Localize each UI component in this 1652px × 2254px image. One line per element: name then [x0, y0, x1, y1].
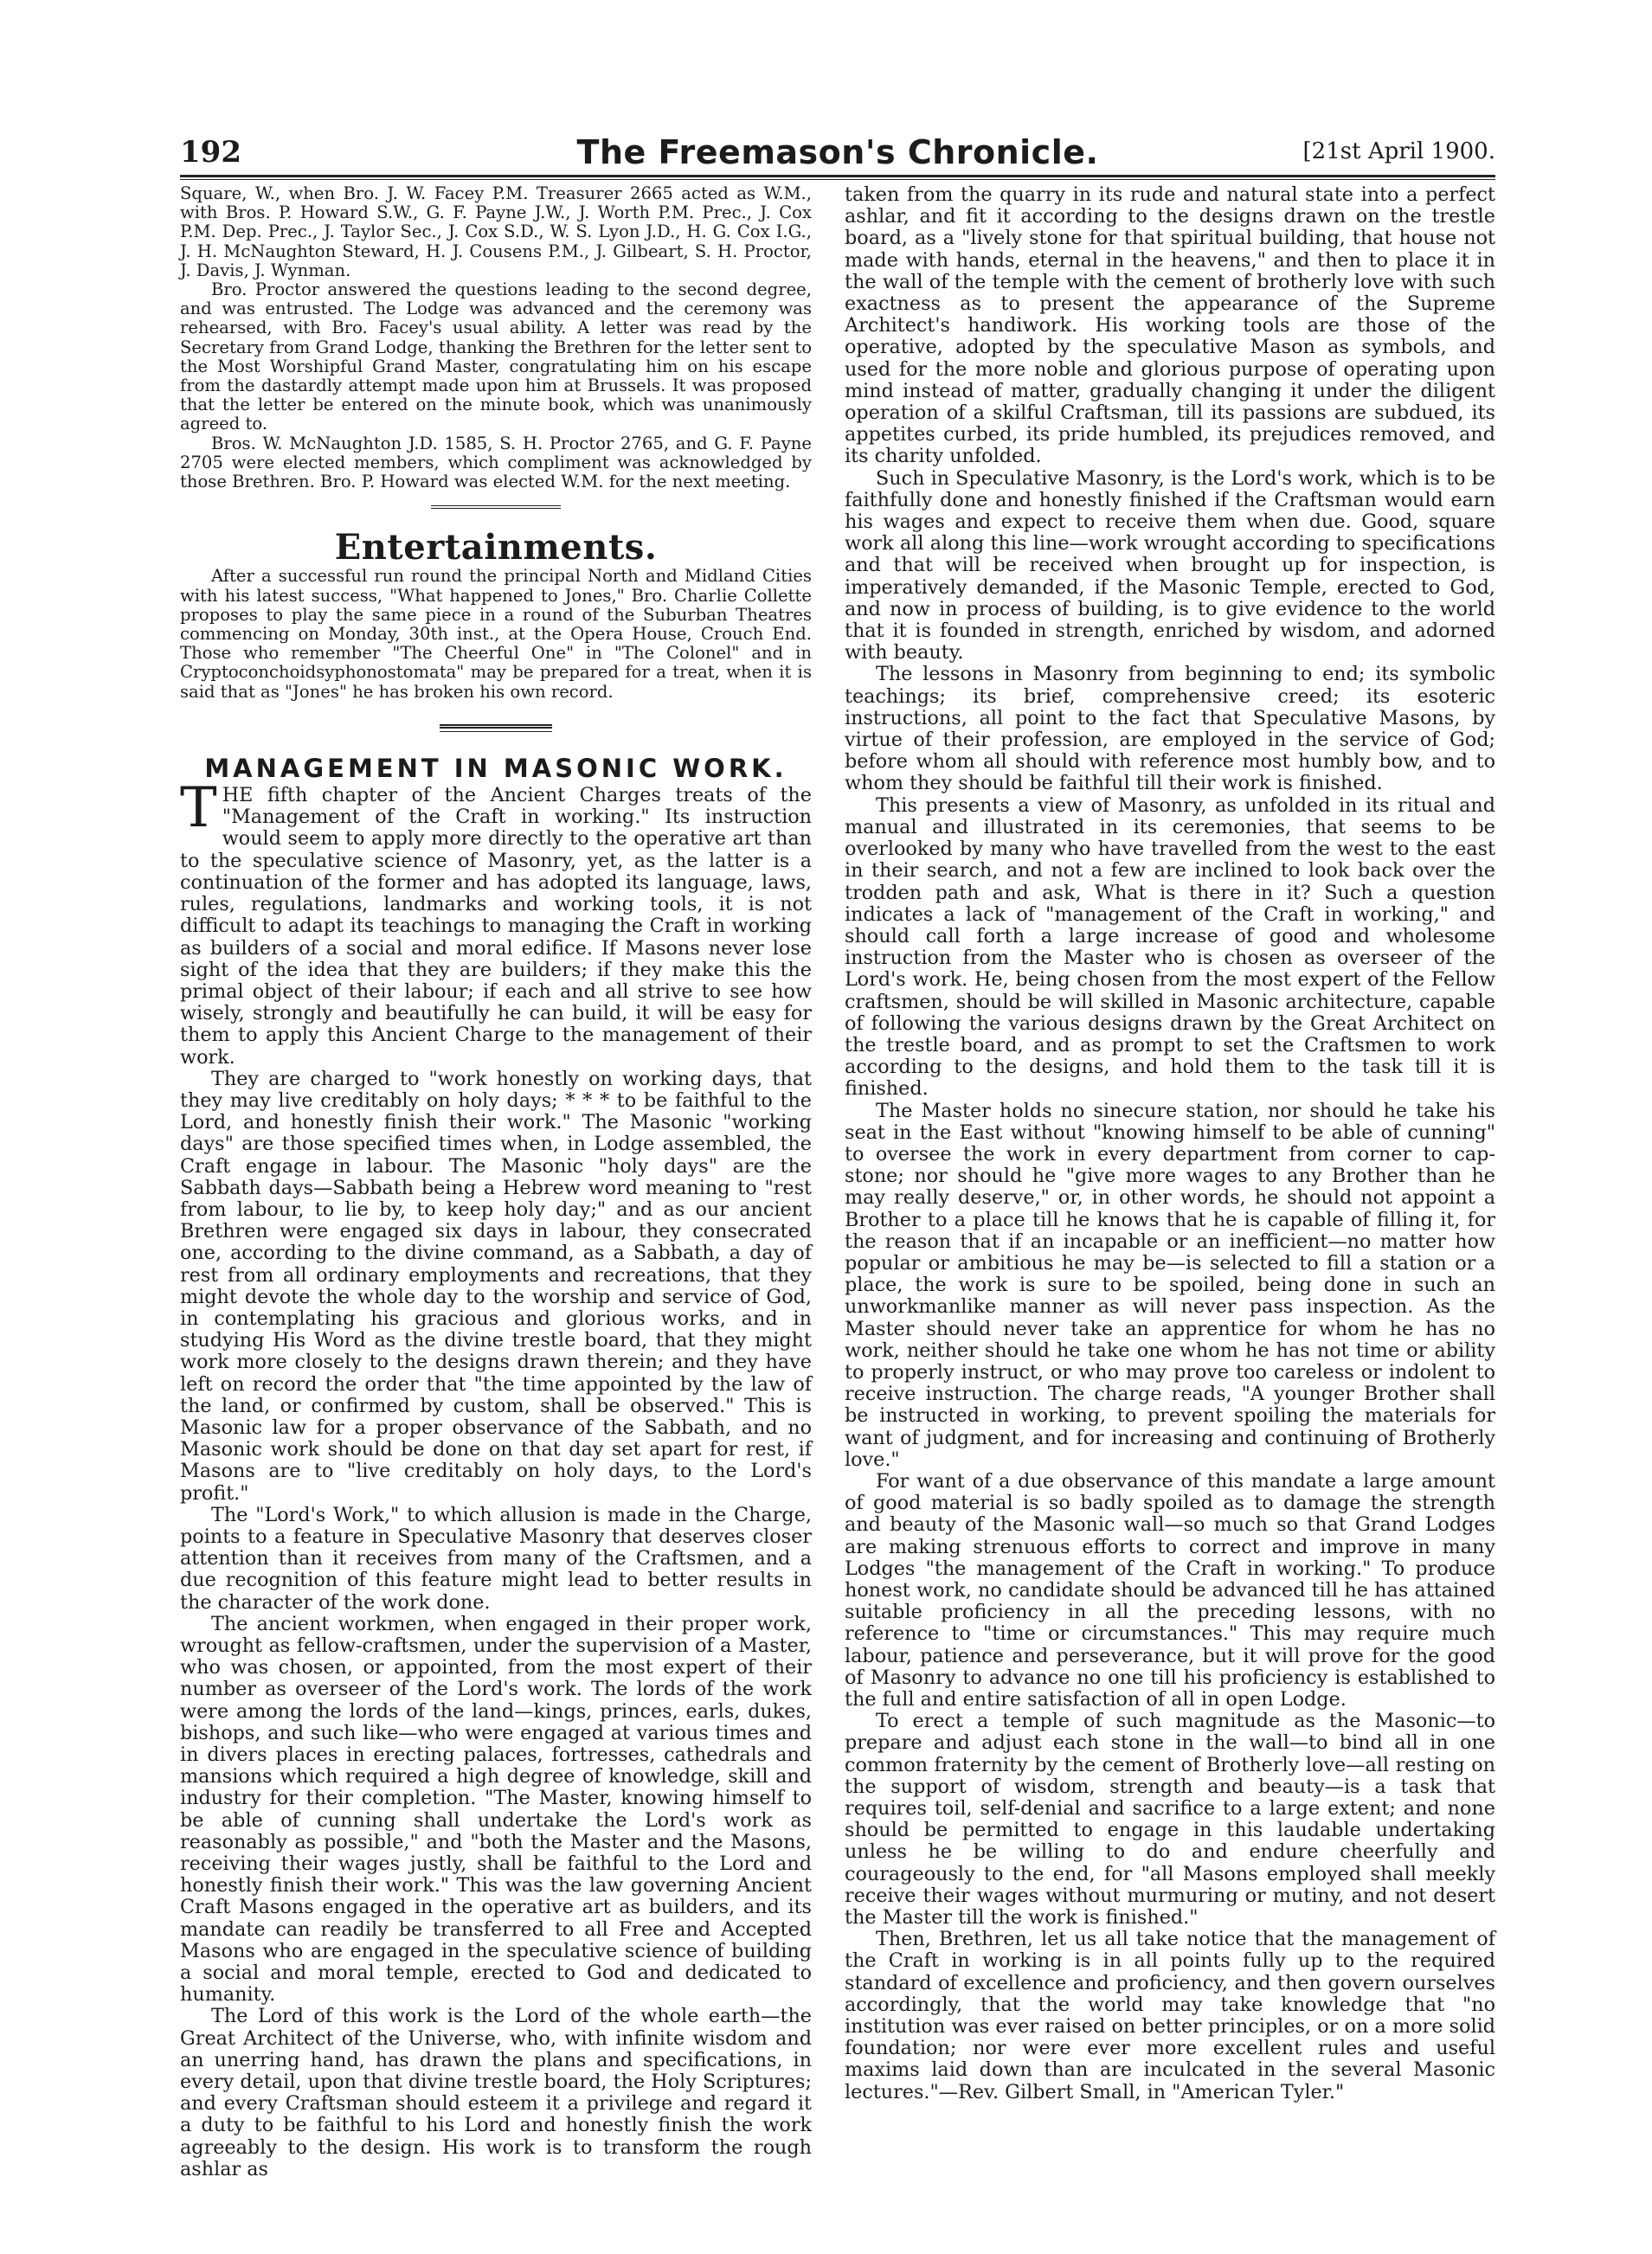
- report-paragraph: Bros. W. McNaughton J.D. 1585, S. H. Proctor 2765, and G. F. Payne 2705 were elected members, which compliment was acknowledged by those Brethren. Bro. P. Howard was elected W.M. for the next meeting.: [180, 433, 812, 492]
- masthead-title: The Freemason's Chronicle.: [576, 133, 1099, 171]
- entertainments-heading: Entertainments.: [334, 527, 658, 568]
- right-column: [845, 184, 1495, 2103]
- article-paragraph: This presents a view of Masonry, as unfolded in its ritual and manual and illustrated in its ceremonies, that seems to be overlooked by many who have travelled from the west to the east in their search, and not a few are inclined to look back over the trodden path and ask, What is there in it? Such a question indicates a lack of "management of the Craft in working," and should call forth a large increase of good and wholesome instruction from the Master who is chosen as overseer of the Lord's work. He, being chosen from the most expert of the Fellow craftsmen, should be will skilled in Masonic architecture, capable of following the various designs drawn by the Great Architect on the trestle board, and as prompt to set the Craftsmen to work according to the designs, and hold them to the task till it is finished.: [845, 793, 1495, 1101]
- article-paragraph: The ancient workmen, when engaged in their proper work, wrought as fellow-craftsmen, under the supervision of a Master, who was chosen, or appointed, from the most expert of their number as overseer of the Lord's work. The lords of the work were among the lords of the land—kings, princes, earls, dukes, bishops, and such like—who were engaged at various times and in divers places in erecting palaces, fortresses, cathedrals and mansions which required a high degree of knowledge, skill and industry for their completion. "The Master, knowing himself to be able of cunning shall undertake the Lord's work as reasonably as possible," and "both the Master and the Masons, receiving their wages justly, shall be faithful to the Lord and honestly finish their work." This was the law governing Ancient Craft Masons engaged in the operative art as builders, and its mandate can readily be transferred to all Free and Accepted Masons who are engaged in the speculative science of building a social and moral temple, erected to God and dedicated to humanity.: [180, 1612, 812, 2007]
- article-first-paragraph: [180, 776, 812, 1069]
- page-number: 192: [180, 135, 241, 170]
- article-first-text: HE fifth chapter of the Ancient Charges treats of the "Management of the Craft in working." Its instruction would seem to apply more directly to the operative art than to the speculative science of Masonry, yet, as the latter is a continuation of the former and has adopted its language, laws, rules, regulations, landmarks and working tools, it is not difficult to adapt its teachings to managing the Craft in working as builders of a social and moral edifice. If Masons never lose sight of the idea that they are builders; if they make this the primal object of their labour; if each and all strive to see how wisely, strongly and beautifully he can build, it will be easy for them to apply this Ancient Charge to the management of their work.: [180, 784, 812, 1069]
- article-paragraph: taken from the quarry in its rude and natural state into a perfect ashlar, and fit it according to the designs drawn on the trestle board, as a "lively stone for that spiritual building, that house not made with hands, eternal in the heavens," and then to place it in the wall of the temple with the cement of brotherly love with such exactness as to present the appearance of the Supreme Architect's handiwork. His working tools are those of the operative, adopted by the speculative Mason as symbols, and used for the more noble and glorious purpose of operating upon mind instead of matter, gradually changing it under the diligent operation of a skilful Craftsman, till its passions are subdued, its appetites curbed, its pride humbled, its prejudices removed, and its charity unfolded.: [845, 183, 1495, 468]
- article-paragraph: The "Lord's Work," to which allusion is made in the Charge, points to a feature in Speculative Masonry that deserves closer attention than it receives from many of the Craftsmen, and a due recognition of this feature might lead to better results in the character of the work done.: [180, 1503, 812, 1614]
- drop-cap: T: [180, 776, 217, 841]
- page-header: [180, 130, 1495, 173]
- section-divider: [431, 505, 561, 509]
- issue-date: [21st April 1900.: [1302, 138, 1495, 164]
- section-divider: [440, 724, 552, 732]
- entertainments-text: After a successful run round the principal North and Midland Cities with his latest success, "What happened to Jones," Bro. Charlie Collette proposes to play the same piece in a round of the Suburban Theatres commencing on Monday, 30th inst., at the Opera House, Crouch End. Those who remember "The Cheerful One" in "The Colonel" and in Cryptoconchoidsyphonostomata" may be prepared for a treat, when it is said that as "Jones" he has broken his own record.: [180, 566, 812, 702]
- article-paragraph: The Lord of this work is the Lord of the whole earth—the Great Architect of the Universe, who, with infinite wisdom and an unerring hand, has drawn the plans and specifications, in every detail, upon that divine trestle board, the Holy Scriptures; and every Craftsman should esteem it a privilege and regard it a duty to be faithful to his Lord and honestly finish the work agreeably to the design. His work is to transform the rough ashlar as: [180, 2005, 812, 2180]
- header-rule: [180, 175, 1495, 180]
- report-paragraph: Bro. Proctor answered the questions leading to the second degree, and was entrusted. The Lodge was advanced and the ceremony was rehearsed, with Bro. Facey's usual ability. A letter was read by the Secretary from Grand Lodge, thanking the Brethren for the letter sent to the Most Worshipful Grand Master, congratulating him on his escape from the dastardly attempt made upon him at Brussels. It was proposed that the letter be entered on the minute book, which was unanimously agreed to.: [180, 279, 812, 434]
- article-paragraph: Such in Speculative Masonry, is the Lord's work, which is to be faithfully done and honestly finished if the Craftsman would earn his wages and expect to receive them when due. Good, square work all along this line—work wrought according to specifications and that will be received when brought up for inspection, is imperatively demanded, if the Masonic Temple, erected to God, and now in process of building, is to give evidence to the world that it is founded in strength, enriched by wisdom, and adorned with beauty.: [845, 466, 1496, 665]
- lodge-report: [180, 184, 812, 491]
- article-paragraph: The Master holds no sinecure station, nor should he take his seat in the East without "knowing himself to be able of cunning" to oversee the work in every department from corner to cap-stone; nor should he "give more wages to any Brother than he may really deserve," or, in other words, he should not appoint a Brother to a place till he knows that he is capable of filling it, for the reason that if an incapable or an inefficient—no matter how popular or ambitious he may be—is selected to fill a station or a place, the work is sure to be spoiled, being done in such an unworkmanlike manner as will never pass inspection. As the Master should never take an apprentice for whom he has no work, neither should he take one whom he has not time or ability to properly instruct, or who may prove too careless or indolent to receive instruction. The charge reads, "A younger Brother shall be instructed in working, to prevent spoiling the materials for want of judgment, and for increasing and continuing of Brotherly love.": [845, 1099, 1495, 1471]
- left-column: [180, 184, 812, 2180]
- article-paragraph: They are charged to "work honestly on working days, that they may live creditably on holy days; * * * to be faithful to the Lord, and honestly finish their work." The Masonic "working days" are those specified times when, in Lodge assembled, the Craft engage in labour. The Masonic "holy days" are the Sabbath days—Sabbath being a Hebrew word meaning to "rest from labour, to lie by, to keep holy day;" and as our ancient Brethren were engaged six days in labour, they consecrated one, according to the divine command, as a Sabbath, a day of rest from all ordinary employments and recreations, that they might devote the whole day to the worship and service of God, in contemplating his gracious and glorious works, and in studying His Word as the divine trestle board, that they might work more closely to the designs drawn therein; and they have left on record the order that "the time appointed by the law of the land, or confirmed by custom, shall be observed." This is Masonic law for a proper observance of the Sabbath, and no Masonic work should be done on that day set apart for rest, if Masons are to "live creditably on holy days, to the Lord's profit.": [180, 1067, 812, 1505]
- article-paragraph: For want of a due observance of this mandate a large amount of good material is so badly spoiled as to damage the strength and beauty of the Masonic wall—so much so that Grand Lodges are making strenuous efforts to correct and improve in many Lodges "the management of the Craft in working." To produce honest work, no candidate should be advanced till he has attained suitable proficiency in all the preceding lessons, with no reference to "time or circumstances." This may require much labour, patience and perseverance, but it will prove for the good of Masonry to advance no one till his proficiency is established to the full and entire satisfaction of all in open Lodge.: [845, 1469, 1495, 1711]
- article-title: MANAGEMENT IN MASONIC WORK.: [204, 753, 787, 783]
- report-paragraph: Square, W., when Bro. J. W. Facey P.M. Treasurer 2665 acted as W.M., with Bros. P. Howard S.W., G. F. Payne J.W., J. Worth P.M. Prec., J. Cox P.M. Dep. Prec., J. Taylor Sec., J. Cox S.D., W. S. Lyon J.D., H. G. Cox I.G., J. H. McNaughton Steward, H. J. Cousens P.M., J. Gilbeart, S. H. Proctor, J. Davis, J. Wynman.: [180, 183, 812, 280]
- article-paragraph: Then, Brethren, let us all take notice that the management of the Craft in working is in all points fully up to the required standard of excellence and proficiency, and then govern ourselves accordingly, that the world may take knowledge that "no institution was ever raised on better principles, or on a more solid foundation; nor were ever more excellent rules and useful maxims laid down than are inculcated in the several Masonic lectures."—Rev. Gilbert Small, in "American Tyler.": [845, 1928, 1495, 2103]
- article-paragraph: To erect a temple of such magnitude as the Masonic—to prepare and adjust each stone in the wall—to bind all in one common fraternity by the cement of Brotherly love—all resting on the support of wisdom, strength and beauty—is a task that requires toil, self-denial and sacrifice to a large extent; and none should be permitted to engage in this laudable undertaking unless he be willing to do and endure cheerfully and courageously to the end, for "all Masons employed shall meekly receive their wages without murmuring or mutiny, and not desert the Master till the work is finished.": [845, 1710, 1495, 1930]
- article-paragraph: The lessons in Masonry from beginning to end; its symbolic teachings; its brief, comprehensive creed; its esoteric instructions, all point to the fact that Speculative Masons, by virtue of their profession, are employed in the service of God; before whom all should with reference most humbly bow, and to whom they should be faithful till their work is finished.: [845, 663, 1495, 795]
